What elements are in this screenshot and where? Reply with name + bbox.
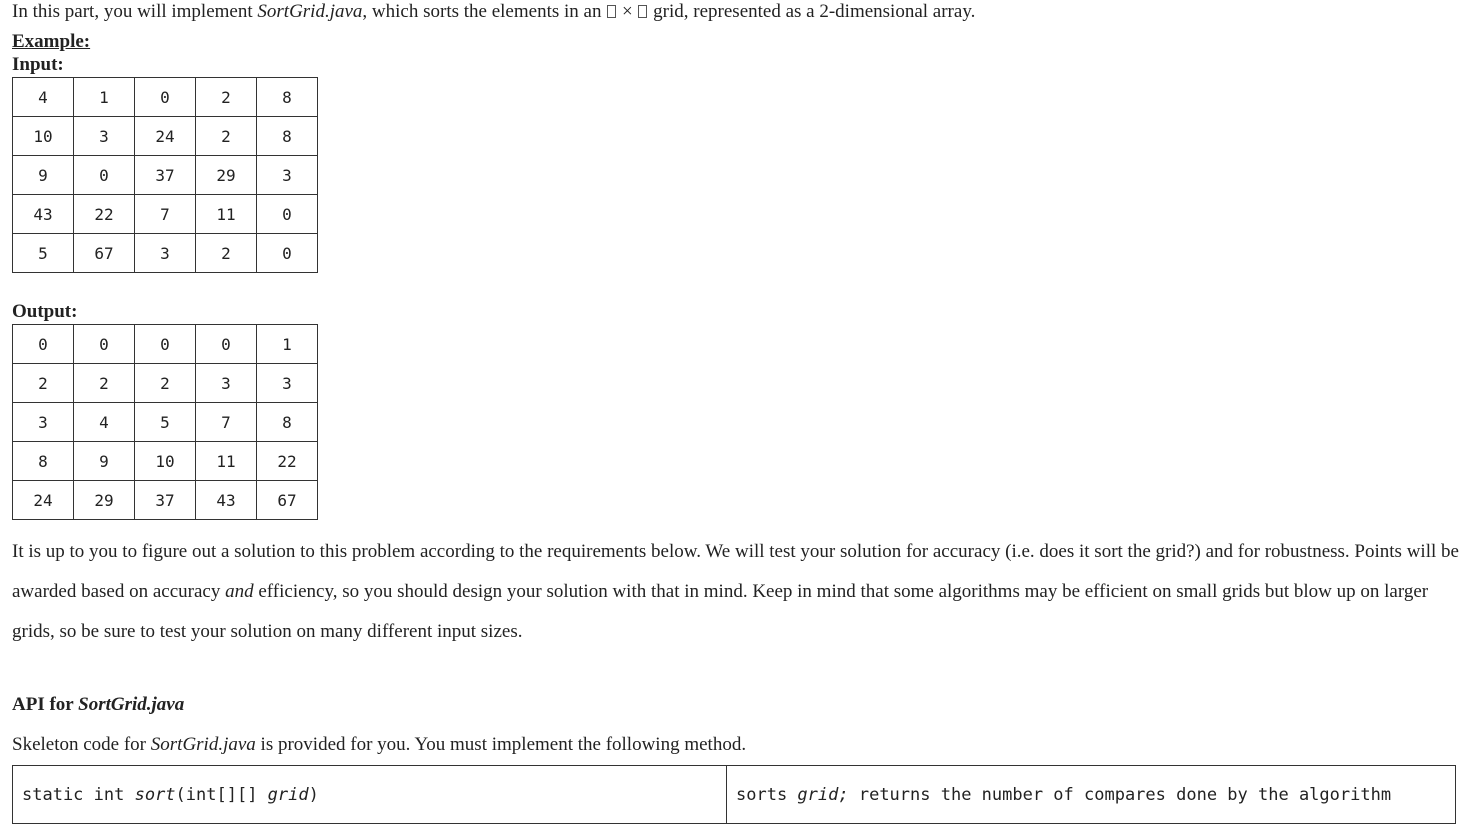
paragraph-part2: efficiency, so you should design your solution with that in mind. Keep in mind that some algorithms may be efficient on small grids but blow up on larger grids, so be sure to test your solution on many different input sizes. <box>12 581 1429 642</box>
desc-param: grid; <box>797 784 849 805</box>
grid-cell: 0 <box>135 78 196 117</box>
input-grid-table <box>12 77 318 273</box>
grid-cell: 2 <box>196 117 257 156</box>
grid-cell: 24 <box>13 481 74 520</box>
paragraph-part1: It is up to you to figure out a solution to this problem according to the requirements below. We will test your solution for accuracy (i.e. does it sort the grid?) and for robustness. Points will be awarded based on accuracy <box>12 541 1459 602</box>
grid-cell: 29 <box>74 481 135 520</box>
grid-cell: 8 <box>13 442 74 481</box>
grid-cell: 4 <box>74 403 135 442</box>
method-signature <box>13 766 727 824</box>
api-title-prefix: API for <box>12 694 79 715</box>
input-label: Input: <box>12 54 64 75</box>
grid-cell: 43 <box>13 195 74 234</box>
grid-cell: 8 <box>257 403 318 442</box>
desc-prefix: sorts <box>736 784 798 805</box>
grid-cell: 43 <box>196 481 257 520</box>
grid-row <box>13 78 318 117</box>
grid-cell: 7 <box>135 195 196 234</box>
method-description <box>727 766 1456 824</box>
grid-row <box>13 156 318 195</box>
grid-cell: 29 <box>196 156 257 195</box>
grid-cell: 3 <box>13 403 74 442</box>
grid-cell: 5 <box>135 403 196 442</box>
grid-cell: 3 <box>135 234 196 273</box>
example-heading: Example: <box>12 31 91 52</box>
grid-cell: 0 <box>74 325 135 364</box>
sig-open: (int[][] <box>175 784 268 805</box>
grid-cell: 67 <box>74 234 135 273</box>
api-table <box>12 765 1456 824</box>
grid-cell: 67 <box>257 481 318 520</box>
grid-cell: 0 <box>135 325 196 364</box>
intro-after: grid, represented as a 2-dimensional array. <box>648 1 976 22</box>
grid-cell: 0 <box>257 195 318 234</box>
intro-before: In this part, you will implement <box>12 1 258 22</box>
grid-row <box>13 325 318 364</box>
grid-cell: 2 <box>196 234 257 273</box>
grid-row <box>13 442 318 481</box>
skeleton-note <box>12 733 746 757</box>
grid-cell: 0 <box>196 325 257 364</box>
grid-cell: 1 <box>257 325 318 364</box>
grid-cell: 3 <box>257 156 318 195</box>
grid-cell: 11 <box>196 442 257 481</box>
grid-row <box>13 481 318 520</box>
grid-row <box>13 234 318 273</box>
sig-param: grid <box>267 784 309 805</box>
intro-filename: SortGrid.java <box>257 1 363 22</box>
skeleton-file: SortGrid.java <box>150 734 256 755</box>
grid-row <box>13 195 318 234</box>
grid-cell: 8 <box>257 78 318 117</box>
sig-close: ) <box>308 784 319 805</box>
grid-cell: 2 <box>13 364 74 403</box>
requirements-paragraph <box>12 532 1462 652</box>
grid-cell: 22 <box>257 442 318 481</box>
sig-method: sort <box>134 784 176 805</box>
api-row <box>13 766 1456 824</box>
grid-cell: 7 <box>196 403 257 442</box>
grid-cell: 24 <box>135 117 196 156</box>
grid-cell: 2 <box>135 364 196 403</box>
api-title-file: SortGrid.java <box>78 694 185 715</box>
grid-cell: 8 <box>257 117 318 156</box>
grid-cell: 10 <box>135 442 196 481</box>
output-label: Output: <box>12 301 78 322</box>
grid-cell: 0 <box>74 156 135 195</box>
grid-cell: 5 <box>13 234 74 273</box>
grid-cell: 9 <box>13 156 74 195</box>
grid-cell: 1 <box>74 78 135 117</box>
desc-suffix: returns the number of compares done by the algorithm <box>848 784 1392 805</box>
grid-cell: 3 <box>196 364 257 403</box>
grid-cell: 9 <box>74 442 135 481</box>
grid-cell: 11 <box>196 195 257 234</box>
grid-cell: 2 <box>196 78 257 117</box>
grid-cell: 22 <box>74 195 135 234</box>
intro-text <box>12 1 975 23</box>
sig-prefix: static int <box>22 784 135 805</box>
skeleton-suffix: is provided for you. You must implement the following method. <box>255 734 747 755</box>
intro-middle: , which sorts the elements in an <box>362 1 607 22</box>
grid-cell: 0 <box>257 234 318 273</box>
skeleton-prefix: Skeleton code for <box>12 734 151 755</box>
grid-cell: 0 <box>13 325 74 364</box>
grid-row <box>13 117 318 156</box>
missing-glyph-icon <box>607 5 616 18</box>
grid-cell: 37 <box>135 481 196 520</box>
grid-cell: 4 <box>13 78 74 117</box>
grid-cell: 3 <box>74 117 135 156</box>
intro-times: × <box>617 1 638 22</box>
grid-cell: 10 <box>13 117 74 156</box>
paragraph-emphasis: and <box>225 581 254 602</box>
grid-cell: 3 <box>257 364 318 403</box>
missing-glyph-icon <box>638 5 647 18</box>
output-grid-table <box>12 324 318 520</box>
grid-row <box>13 364 318 403</box>
api-heading <box>12 693 184 717</box>
grid-cell: 37 <box>135 156 196 195</box>
grid-row <box>13 403 318 442</box>
grid-cell: 2 <box>74 364 135 403</box>
